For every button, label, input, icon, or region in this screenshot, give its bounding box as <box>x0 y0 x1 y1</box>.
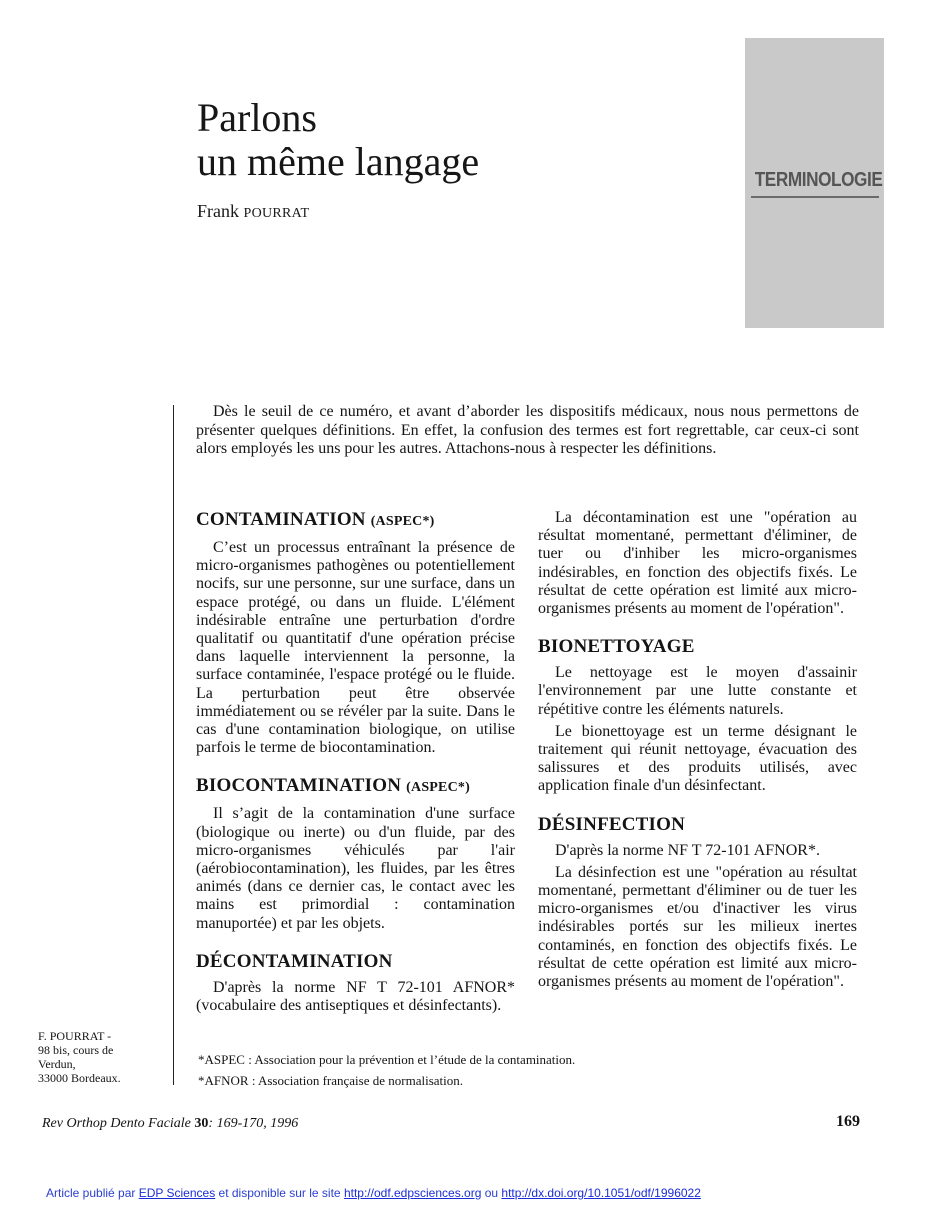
publisher-footer <box>46 1186 701 1200</box>
intro-paragraph: Dès le seuil de ce numéro, et avant d’aborder les dispositifs médicaux, nous nous permettons de présenter quelques définitions. En effet, la confusion des termes est fort regrettable, car ceux-ci sont alors employés les uns pour les autres. Attachons-nous à respecter les définitions. <box>196 403 859 457</box>
doi-link[interactable]: http://dx.doi.org/10.1051/odf/1996022 <box>501 1186 701 1200</box>
section-heading-bionettoyage: BIONETTOYAGE <box>538 636 695 658</box>
left-column <box>196 509 515 1019</box>
journal-name: Rev Orthop Dento Faciale <box>42 1116 195 1131</box>
section-label: TERMINOLOGIE <box>754 169 883 191</box>
paragraph: Le nettoyage est le moyen d'assainir l'environnement par une lutte constante et répétitive contre les éléments naturels. <box>538 664 857 718</box>
author-address <box>38 1029 138 1085</box>
heading-text: BIOCONTAMINATION <box>196 775 402 797</box>
section-heading-biocontamination <box>196 775 515 799</box>
margin-rule <box>173 405 174 1085</box>
section-banner <box>745 38 884 328</box>
address-line: Verdun, <box>38 1057 76 1071</box>
address-line: 33000 Bordeaux. <box>38 1071 121 1085</box>
edp-sciences-link[interactable]: EDP Sciences <box>138 1186 216 1200</box>
paragraph: D'après la norme NF T 72-101 AFNOR*. <box>555 841 820 859</box>
paragraph: D'après la norme NF T 72-101 AFNOR* (vocabulaire des antiseptiques et désinfectants). <box>196 978 515 1015</box>
journal-pages: : 169-170, 1996 <box>208 1116 299 1131</box>
section-heading-decontamination: DÉCONTAMINATION <box>196 950 393 972</box>
section-label-underline <box>751 196 879 198</box>
footnotes <box>198 1049 575 1091</box>
address-line: F. POURRAT - <box>38 1029 112 1043</box>
page-number: 169 <box>836 1113 860 1130</box>
title-line-2: un même langage <box>197 139 480 184</box>
article-title <box>197 96 479 184</box>
author <box>197 201 309 222</box>
journal-citation <box>42 1116 298 1132</box>
section-heading-desinfection: DÉSINFECTION <box>538 813 686 835</box>
author-first-name: Frank <box>197 201 244 221</box>
address-line: 98 bis, cours de <box>38 1043 114 1057</box>
section-heading-contamination <box>196 509 515 533</box>
paragraph: Il s’agit de la contamination d'une surface (biologique ou inerte) ou d'un fluide, par des micro-organismes véhiculés par l'air (aérobiocontamination), les fluides, par les êtres animés (dans ce dernier cas, le contact avec les mains est primordial : contamination manuportée) et par les objets. <box>196 805 515 932</box>
footnote-afnor: *AFNOR : Association française de normalisation. <box>198 1073 464 1088</box>
paragraph: Le bionettoyage est un terme désignant le traitement qui réunit nettoyage, évacuation des salissures et des produits utilisés, avec application finale d'un désinfectant. <box>538 722 857 795</box>
paragraph: La décontamination est une "opération au résultat momentané, permettant d'éliminer, de tuer ou d'inhiber les micro-organismes indésirables, en fonction des objectifs fixés. Le résultat de cette opération est limité aux micro-organismes présents au moment de l'opération". <box>538 509 857 618</box>
heading-text: CONTAMINATION <box>196 509 366 530</box>
footer-text: et disponible sur le site <box>215 1186 344 1200</box>
paragraph: C’est un processus entraînant la présence de micro-organismes pathogènes ou potentiellement nocifs, sur une personne, sur une surface, dans un espace protégé, ou dans un fluide. L'élément indésirable entraîne une perturbation d'ordre qualitatif ou quantitatif d'une opération précise dans laquelle interviennent la personne, la surface contaminée, l'espace protégé ou le fluide. La perturbation peut être observée immédiatement ou se révéler par la suite. Dans le cas d'une contamination biologique, on utilise parfois le terme de biocontamination. <box>196 539 515 757</box>
footnote-aspec: *ASPEC : Association pour la prévention et l’étude de la contamination. <box>198 1052 576 1067</box>
paragraph: La désinfection est une "opération au résultat momentané, permettant d'éliminer ou de tuer les micro-organismes et/ou d'inactiver les virus indésirables portés sur les milieux inertes contaminés, en fonction des objectifs fixés. Le résultat de cette opération est limité aux micro-organismes présents au moment de l'opération". <box>538 863 857 991</box>
footer-text: Article publié par <box>46 1186 139 1200</box>
title-line-1: Parlons <box>197 95 317 140</box>
journal-volume: 30 <box>194 1116 209 1131</box>
author-last-name: POURRAT <box>243 206 310 221</box>
journal-site-link[interactable]: http://odf.edpsciences.org <box>343 1186 482 1200</box>
footer-text: ou <box>481 1186 502 1200</box>
right-column <box>538 509 857 995</box>
heading-source: (ASPEC*) <box>370 514 435 529</box>
heading-source: (ASPEC*) <box>406 780 470 796</box>
